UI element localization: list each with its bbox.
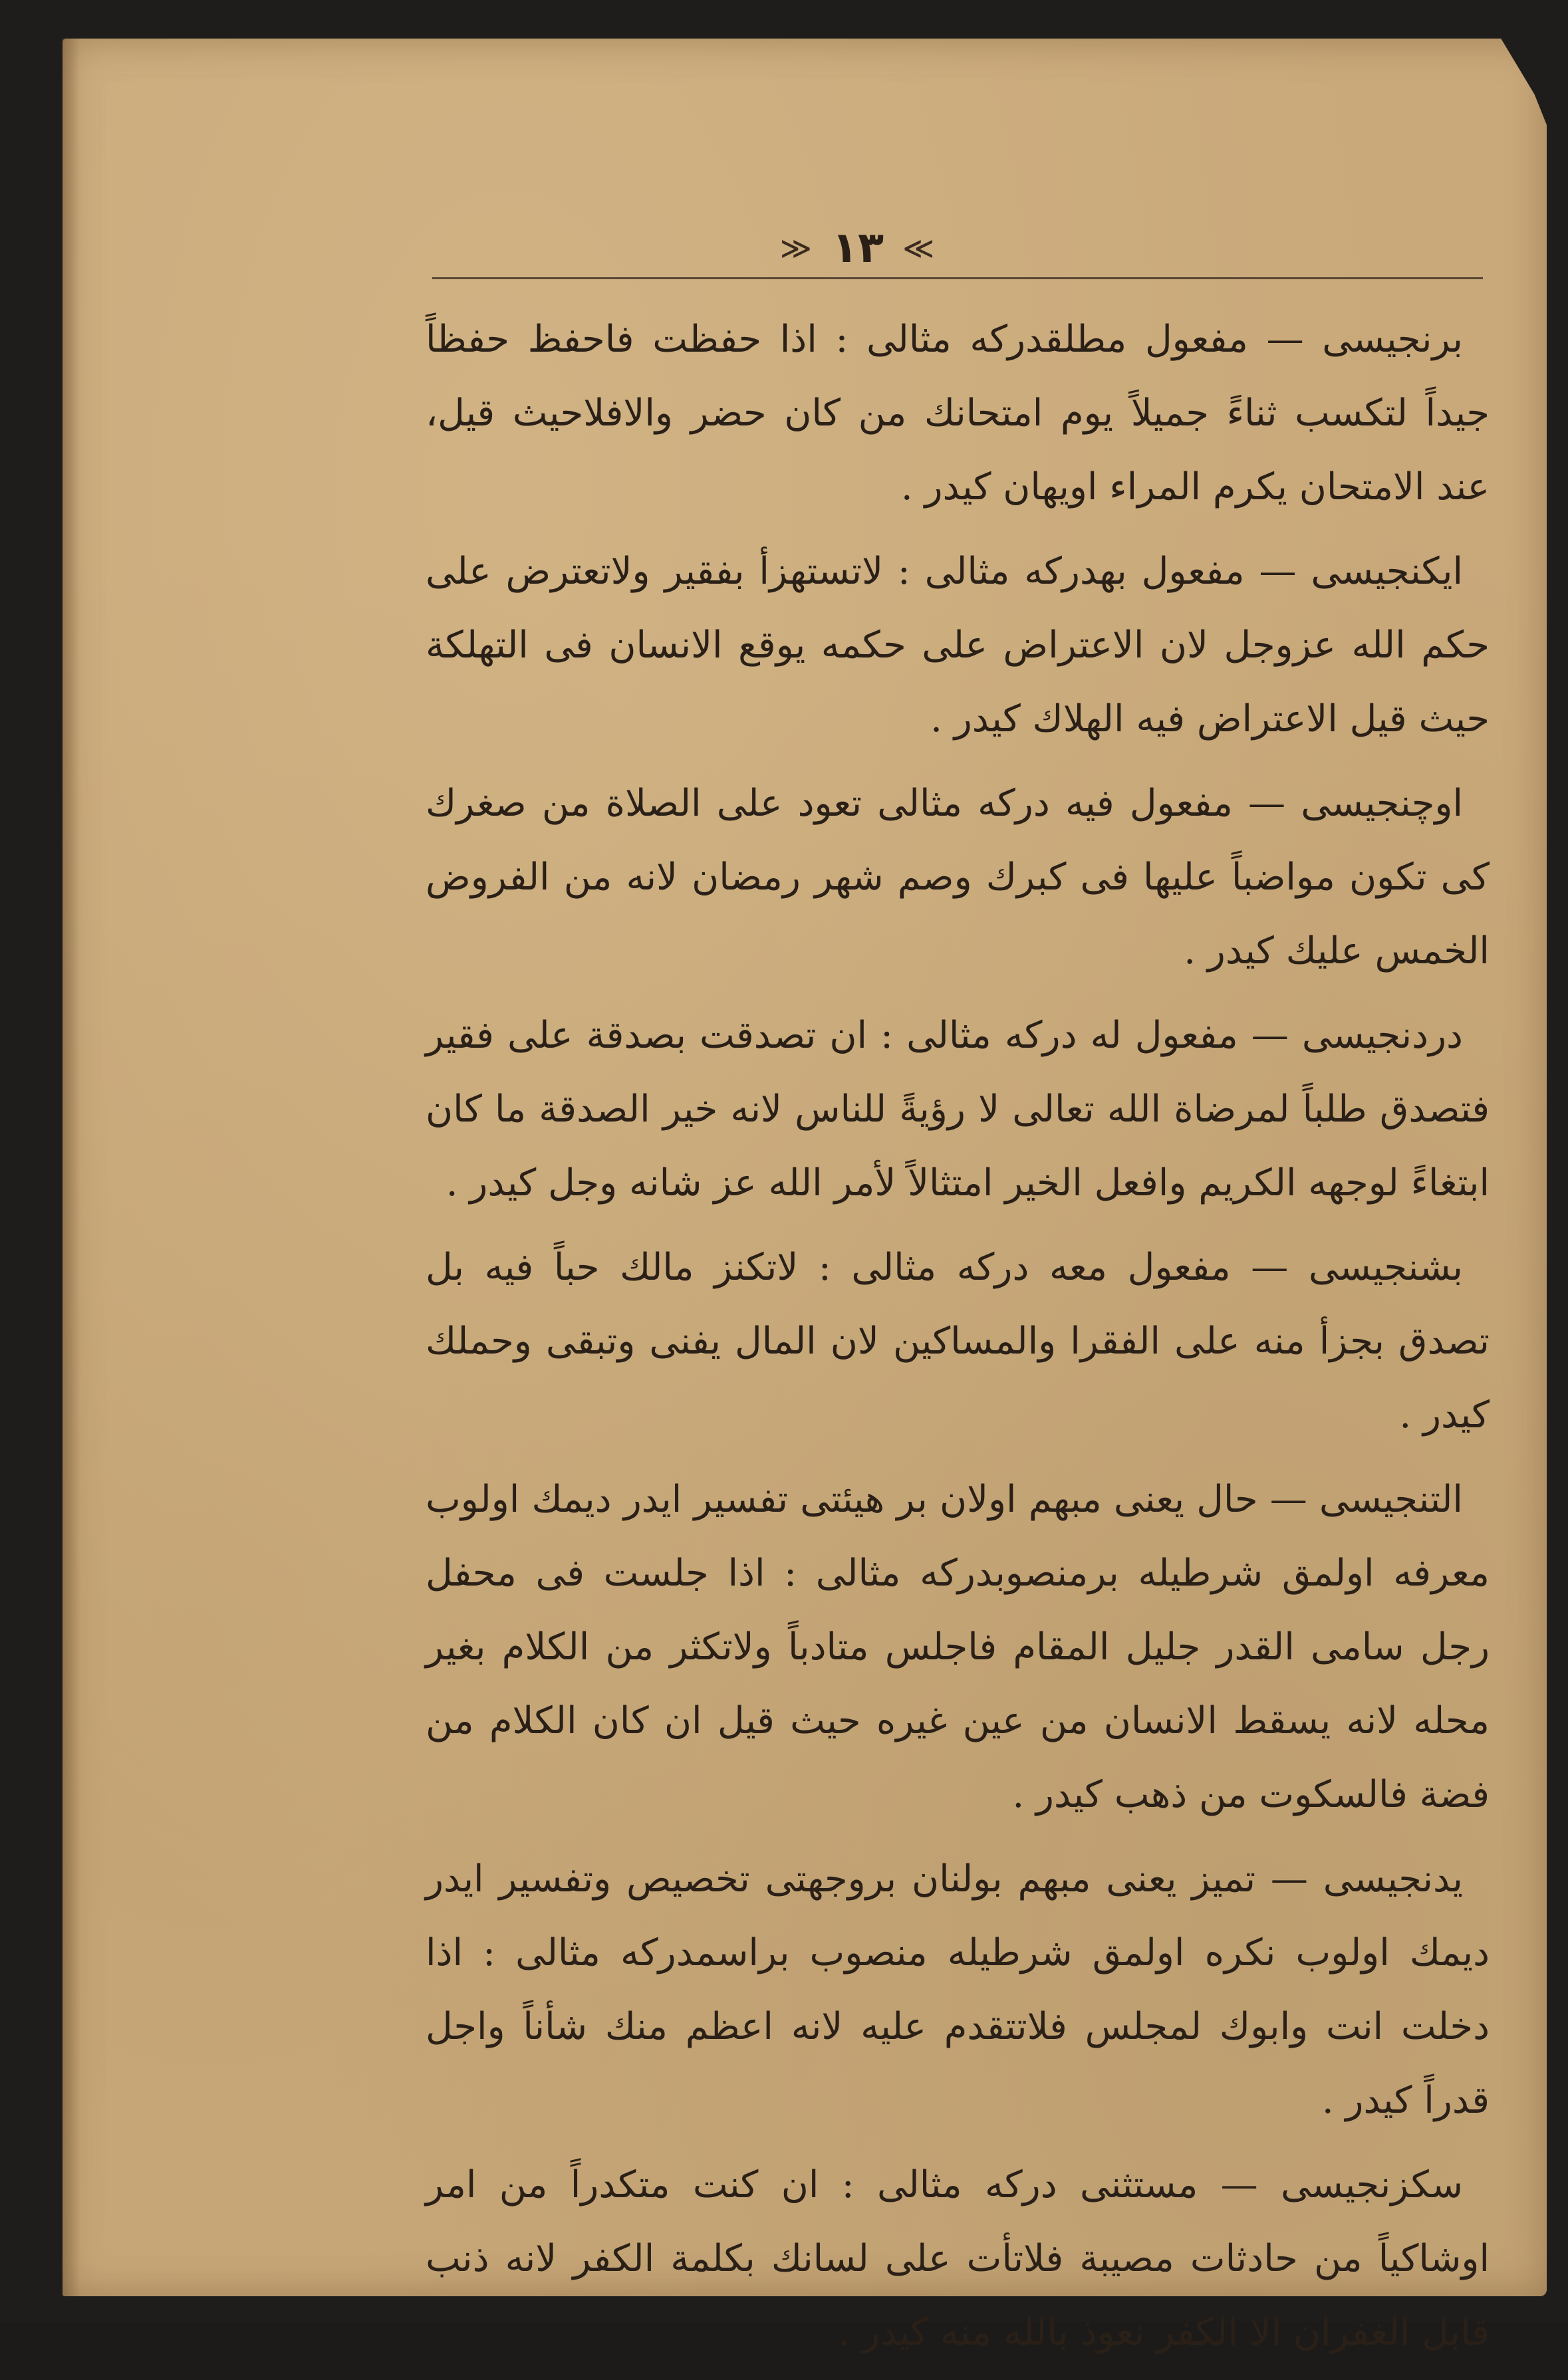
paragraph-6: التنجيسى — حال يعنى مبهم اولان بر هيئتى تفسير ايدر ديمك اولوب معرفه اولمق شرطيله برمنصوبدركه مثالى : اذا جلست فى محفل رجل سامى القدر جليل المقام فاجلس متادباً ولاتكثر من الكلام بغير محله لانه يسقط الانسان من عين غيره حيث قيل ان كان الكلام من فضة فالسكوت من ذهب كيدر .	[426, 1478, 1490, 1816]
paragraph-2: ايكنجيسى — مفعول بهدركه مثالى : لاتستهزأ بفقير ولاتعترض على حكم الله عزوجل لان الاعتراض على حكمه يوقع الانسان فى التهلكة حيث قيل الاعتراض فيه الهلاك كيدر .	[426, 550, 1490, 741]
header-ornament-right-icon: ≪	[902, 230, 936, 266]
paragraph-5: بشنجيسى — مفعول معه دركه مثالى : لاتكنز مالك حباً فيه بل تصدق بجزأ منه على الفقرا والمساكين لان المال يفنى وتبقى وحملك كيدر .	[426, 1246, 1490, 1437]
paragraph-8: سكزنجيسى — مستثنى دركه مثالى : ان كنت متكدراً من امر اوشاكياً من حادثات مصيبة فلاتأت على لسانك بكلمة الكفر لانه ذنب قابل الغفران الا الكفر نعوذ بالله منه كيدر .	[426, 2163, 1490, 2354]
page-edge-shadow	[63, 39, 80, 2296]
paragraph-7: يدنجيسى — تميز يعنى مبهم بولنان بروجهتى تخصيص وتفسير ايدر ديمك اولوب نكره اولمق شرطيله منصوب براسمدركه مثالى : اذا دخلت انت وابوك لمجلس فلاتتقدم عليه لانه اعظم منك شأناً واجل قدراً كيدر .	[426, 1857, 1490, 2122]
header-ornament-left-icon: ≫	[779, 230, 813, 266]
header-rule	[432, 277, 1483, 279]
page-header	[426, 218, 1290, 278]
page-number: ١٣	[831, 223, 884, 273]
paragraph-3: اوچنجيسى — مفعول فيه دركه مثالى تعود على الصلاة من صغرك كى تكون مواضباً عليها فى كبرك وصم شهر رمضان لانه من الفروض الخمس عليك كيدر .	[426, 782, 1490, 973]
paragraph-4: دردنجيسى — مفعول له دركه مثالى : ان تصدقت بصدقة على فقير فتصدق طلباً لمرضاة الله تعالى لا رؤيةً للناس لانه خير الصدقة ما كان ابتغاءً لوجهه الكريم وافعل الخير امتثالاً لأمر الله عز شانه وجل كيدر .	[426, 1014, 1490, 1205]
paragraph-1: برنجيسى — مفعول مطلقدركه مثالى : اذا حفظت فاحفظ حفظاً جيداً لتكسب ثناءً جميلاً يوم امتحانك من كان حضر والافلاحيث قيل، عند الامتحان يكرم المراء اويهان كيدر .	[426, 318, 1490, 509]
body-text	[426, 302, 1490, 2380]
